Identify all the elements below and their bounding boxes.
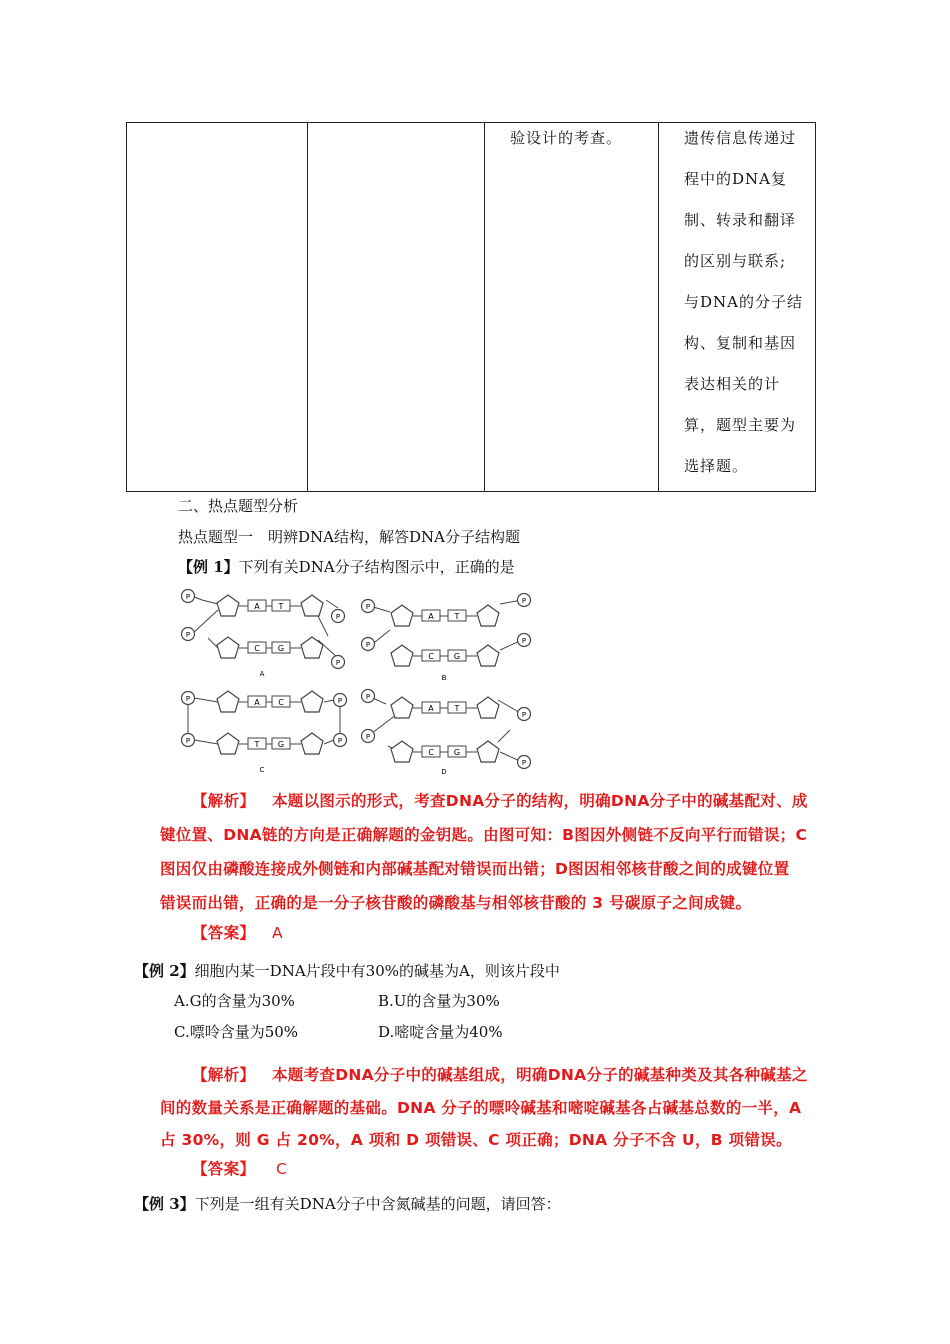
cell-line: 选择题。 bbox=[684, 457, 749, 475]
base-label: C bbox=[254, 644, 260, 653]
cell-line: 与DNA的分子结 bbox=[684, 293, 803, 311]
cell-line: 构、复制和基因 bbox=[684, 334, 797, 352]
analysis-line: 本题以图示的形式，考查DNA分子的结构，明确DNA分子中的碱基配对、成 bbox=[272, 792, 808, 810]
section-subheading: 热点题型一 明辨DNA结构，解答DNA分子结构题 bbox=[178, 528, 520, 546]
panel-a bbox=[182, 590, 345, 679]
phosphate-label: P bbox=[337, 737, 343, 745]
cell-line: 程中的DNA复 bbox=[684, 170, 787, 188]
cell-line: 算，题型主要为 bbox=[684, 416, 797, 434]
phosphate-label: P bbox=[337, 697, 343, 705]
phosphate-label: P bbox=[185, 695, 191, 703]
base-label: A bbox=[254, 698, 260, 707]
panel-d bbox=[362, 690, 531, 777]
base-label: G bbox=[277, 740, 285, 749]
phosphate-label: P bbox=[365, 641, 371, 649]
example1-text: 下列有关DNA分子结构图示中，正确的是 bbox=[238, 558, 515, 576]
answer-value: C bbox=[276, 1160, 288, 1178]
option-c: C.嘌呤含量为50% bbox=[174, 1023, 299, 1041]
answer-value: A bbox=[272, 924, 283, 942]
option-d: D.嘧啶含量为40% bbox=[378, 1023, 503, 1041]
analysis-line: 错误而出错，正确的是一分子核苷酸的磷酸基与相邻核苷酸的 3 号碳原子之间成键。 bbox=[160, 894, 752, 912]
phosphate-label: P bbox=[185, 631, 191, 639]
base-label: T bbox=[278, 602, 284, 611]
analysis-line: 间的数量关系是正确解题的基础。DNA 分子的嘌呤碱基和嘧啶碱基各占碱基总数的一半，A bbox=[160, 1099, 802, 1117]
base-label: T bbox=[454, 612, 460, 621]
cell-line: 制、转录和翻译 bbox=[684, 211, 797, 229]
base-label: G bbox=[277, 644, 285, 653]
base-label: C bbox=[428, 748, 434, 757]
cell-line: 遗传信息传递过 bbox=[684, 129, 797, 147]
section-heading: 二、热点题型分析 bbox=[178, 497, 299, 515]
example2-text: 细胞内某一DNA片段中有30%的碱基为A，则该片段中 bbox=[194, 962, 560, 980]
base-label: T bbox=[254, 740, 260, 749]
answer-label: 【答案】 bbox=[192, 924, 256, 942]
example2-tag: 【例 2】 bbox=[134, 962, 195, 980]
panel-label: D bbox=[441, 768, 447, 776]
answer-label: 【答案】 bbox=[192, 1160, 256, 1178]
example1-tag: 【例 1】 bbox=[178, 558, 239, 576]
analysis-label: 【解析】 bbox=[192, 792, 256, 810]
panel-b bbox=[362, 594, 531, 683]
phosphate-label: P bbox=[335, 613, 341, 621]
panel-label: B bbox=[441, 674, 447, 682]
phosphate-label: P bbox=[335, 659, 341, 667]
analysis-line: 本题考查DNA分子中的碱基组成，明确DNA分子的碱基种类及其各种碱基之 bbox=[272, 1066, 808, 1084]
panel-label: C bbox=[259, 766, 265, 774]
phosphate-label: P bbox=[365, 603, 371, 611]
phosphate-label: P bbox=[521, 637, 527, 645]
phosphate-label: P bbox=[521, 711, 527, 719]
analysis-line: 占 30%，则 G 占 20%，A 项和 D 项错误、C 项正确；DNA 分子不含 U，B 项错误。 bbox=[160, 1131, 792, 1149]
analysis-line: 图因仅由磷酸连接成外侧链和内部碱基配对错误而出错；D图因相邻核苷酸之间的成键位置 bbox=[160, 860, 790, 878]
phosphate-label: P bbox=[521, 597, 527, 605]
base-label: A bbox=[428, 612, 434, 621]
base-label: G bbox=[453, 652, 461, 661]
phosphate-label: P bbox=[185, 737, 191, 745]
cell-line: 表达相关的计 bbox=[684, 375, 781, 393]
phosphate-label: P bbox=[521, 759, 527, 767]
base-label: C bbox=[428, 652, 434, 661]
panel-label: A bbox=[259, 670, 265, 678]
panel-c bbox=[182, 691, 347, 774]
example3-tag: 【例 3】 bbox=[134, 1195, 195, 1213]
cell-line: 的区别与联系; bbox=[684, 252, 787, 270]
table-cell-col3: 验设计的考查。 bbox=[510, 129, 623, 147]
example1-question bbox=[178, 556, 515, 577]
analysis-line: 键位置、DNA链的方向是正确解题的金钥匙。由图可知：B图因外侧链不反向平行而错误；C bbox=[160, 826, 808, 844]
base-label: A bbox=[254, 602, 260, 611]
example3-question bbox=[134, 1193, 561, 1214]
phosphate-label: P bbox=[365, 693, 371, 701]
phosphate-label: P bbox=[365, 733, 371, 741]
phosphate-label: P bbox=[185, 593, 191, 601]
dna-structure-figure bbox=[178, 586, 538, 778]
example3-text: 下列是一组有关DNA分子中含氮碱基的问题，请回答： bbox=[194, 1195, 561, 1213]
base-label: C bbox=[278, 698, 284, 707]
example2-question bbox=[134, 960, 560, 981]
option-b: B.U的含量为30% bbox=[378, 992, 500, 1010]
base-label: T bbox=[454, 704, 460, 713]
option-a: A.G的含量为30% bbox=[174, 992, 295, 1010]
base-label: G bbox=[453, 748, 461, 757]
analysis-label: 【解析】 bbox=[192, 1066, 256, 1084]
base-label: A bbox=[428, 704, 434, 713]
